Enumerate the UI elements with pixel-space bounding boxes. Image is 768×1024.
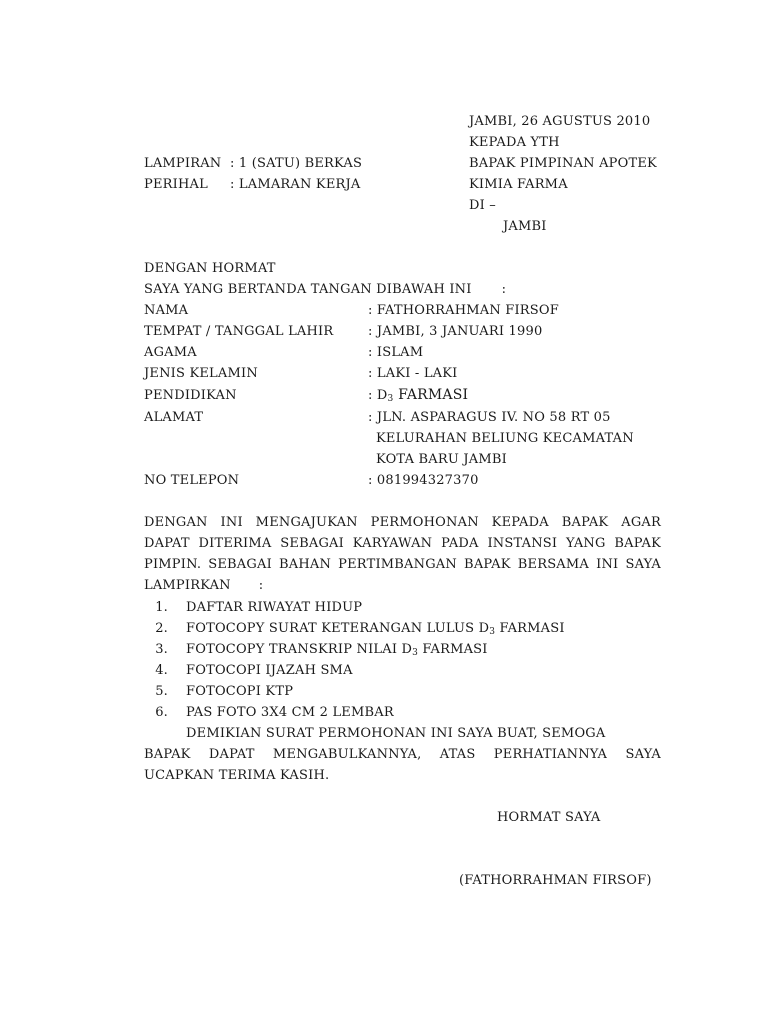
perihal-value: : LAMARAN KERJA	[230, 177, 361, 192]
lampirkan-line	[144, 578, 263, 594]
field-label-jenis-kelamin: JENIS KELAMIN	[144, 366, 258, 381]
lampirkan-label: LAMPIRKAN	[144, 578, 231, 593]
closing-line: DEMIKIAN SURAT PERMOHONAN INI SAYA BUAT, SEMOGA	[186, 726, 606, 741]
list-item: 3. FOTOCOPY TRANSKRIP NILAI $D_3$ FARMASI	[155, 642, 488, 658]
body-line: PIMPIN. SEBAGAI BAHAN PERTIMBANGAN BAPAK BERSAMA INI SAYA	[144, 557, 661, 572]
intro-colon: :	[501, 282, 507, 297]
field-label-nama: NAMA	[144, 303, 189, 318]
closing-line: BAPAK DAPAT MENGABULKANNYA, ATAS PERHATIANNYA SAYA	[144, 747, 661, 762]
field-label-pendidikan: PENDIDIKAN	[144, 388, 237, 403]
lampirkan-colon: :	[258, 578, 264, 593]
field-label-ttl: TEMPAT / TANGGAL LAHIR	[144, 324, 334, 339]
field-value-alamat-3: KOTA BARU JAMBI	[376, 452, 507, 467]
list-item: 4. FOTOCOPI IJAZAH SMA	[155, 663, 353, 678]
lampiran-label: LAMPIRAN	[144, 156, 222, 171]
perihal-label: PERIHAL	[144, 177, 208, 192]
list-item: 6. PAS FOTO 3X4 CM 2 LEMBAR	[155, 705, 394, 720]
greeting: DENGAN HORMAT	[144, 261, 276, 276]
field-value-pendidikan: : $D_3$ FARMASI	[368, 387, 469, 404]
signature-name: (FATHORRAHMAN FIRSOF)	[459, 873, 652, 888]
field-value-nama: : FATHORRAHMAN FIRSOF	[368, 303, 559, 318]
recipient-line: KEPADA YTH	[469, 135, 560, 150]
body-line: DAPAT DITERIMA SEBAGAI KARYAWAN PADA INSTANSI YANG BAPAK	[144, 536, 661, 551]
list-item: 2. FOTOCOPY SURAT KETERANGAN LULUS $D_3$ FARMASI	[155, 621, 565, 637]
list-item: 5. FOTOCOPI KTP	[155, 684, 294, 699]
field-value-ttl: : JAMBI, 3 JANUARI 1990	[368, 324, 543, 339]
recipient-line: KIMIA FARMA	[469, 177, 568, 192]
intro	[144, 282, 506, 298]
field-label-telepon: NO TELEPON	[144, 473, 240, 488]
recipient-line: DI –	[469, 198, 496, 213]
list-item: 1. DAFTAR RIWAYAT HIDUP	[155, 600, 363, 615]
field-value-alamat: : JLN. ASPARAGUS IV. NO 58 RT 05	[368, 410, 611, 425]
field-label-agama: AGAMA	[144, 345, 197, 360]
recipient-line: BAPAK PIMPINAN APOTEK	[469, 156, 657, 171]
intro-text: SAYA YANG BERTANDA TANGAN DIBAWAH INI	[144, 282, 472, 297]
field-label-alamat: ALAMAT	[144, 410, 204, 425]
body-line: DENGAN INI MENGAJUKAN PERMOHONAN KEPADA BAPAK AGAR	[144, 515, 661, 530]
field-value-jenis-kelamin: : LAKI - LAKI	[368, 366, 458, 381]
lampiran-value: : 1 (SATU) BERKAS	[230, 156, 363, 171]
closing-line: UCAPKAN TERIMA KASIH.	[144, 768, 330, 783]
field-value-alamat-2: KELURAHAN BELIUNG KECAMATAN	[376, 431, 634, 446]
field-value-telepon: : 081994327370	[368, 473, 479, 488]
place-date: JAMBI, 26 AGUSTUS 2010	[469, 114, 651, 129]
field-value-agama: : ISLAM	[368, 345, 424, 360]
recipient-city: JAMBI	[503, 219, 547, 234]
signoff: HORMAT SAYA	[497, 810, 601, 825]
